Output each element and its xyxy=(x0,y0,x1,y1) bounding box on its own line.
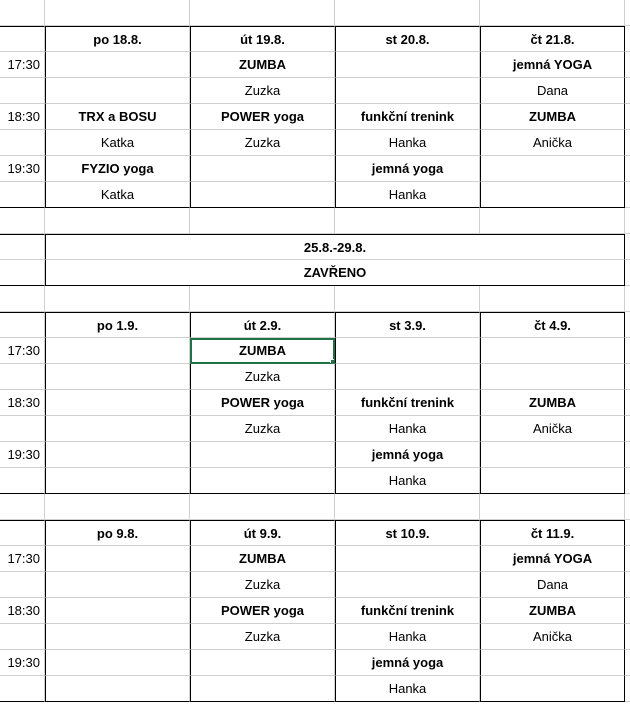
day-header-cell[interactable]: st 10.9. xyxy=(335,520,480,546)
empty-cell[interactable] xyxy=(335,494,480,520)
class-name-cell[interactable] xyxy=(45,338,190,364)
sheet-row-person xyxy=(0,416,630,442)
empty-cell[interactable] xyxy=(625,546,630,572)
instructor-cell[interactable]: Hanka xyxy=(335,130,480,156)
empty-cell[interactable] xyxy=(0,494,45,520)
row-label-cell[interactable] xyxy=(0,78,45,104)
sheet-row-person xyxy=(0,676,630,702)
empty-cell[interactable] xyxy=(190,286,335,312)
sheet-row-class xyxy=(0,52,630,78)
sheet-row-class xyxy=(0,338,630,364)
instructor-cell[interactable] xyxy=(480,364,625,390)
empty-cell[interactable] xyxy=(625,26,630,52)
empty-cell[interactable] xyxy=(625,104,630,130)
class-name-cell[interactable] xyxy=(335,546,480,572)
class-name-cell[interactable] xyxy=(45,442,190,468)
instructor-cell[interactable]: Anička xyxy=(480,416,625,442)
sheet-row-class xyxy=(0,650,630,676)
empty-cell[interactable] xyxy=(480,494,625,520)
class-name-cell[interactable]: ZUMBA xyxy=(190,52,335,78)
class-name-cell[interactable]: jemná yoga xyxy=(335,650,480,676)
row-label-cell[interactable] xyxy=(0,364,45,390)
day-header-cell[interactable]: út 2.9. xyxy=(190,312,335,338)
sheet-row-class xyxy=(0,546,630,572)
class-name-cell[interactable]: POWER yoga xyxy=(190,390,335,416)
empty-cell[interactable] xyxy=(45,208,190,234)
day-header-cell[interactable]: po 1.9. xyxy=(45,312,190,338)
fill-handle[interactable] xyxy=(330,359,335,364)
notice-cell[interactable]: 25.8.-29.8. xyxy=(45,234,625,260)
class-name-cell[interactable]: jemná YOGA xyxy=(480,52,625,78)
class-name-cell[interactable]: funkční trenink xyxy=(335,104,480,130)
sheet-row-span xyxy=(0,260,630,286)
class-name-cell[interactable] xyxy=(480,338,625,364)
day-header-cell[interactable]: po 9.8. xyxy=(45,520,190,546)
instructor-cell[interactable]: Hanka xyxy=(335,676,480,702)
notice-cell[interactable]: ZAVŘENO xyxy=(45,260,625,286)
class-name-cell[interactable] xyxy=(335,338,480,364)
empty-cell[interactable] xyxy=(625,520,630,546)
sheet-row-class xyxy=(0,598,630,624)
instructor-cell[interactable] xyxy=(45,78,190,104)
instructor-cell[interactable] xyxy=(45,572,190,598)
sheet-row-blank xyxy=(0,494,630,520)
instructor-cell[interactable]: Dana xyxy=(480,78,625,104)
sheet-row-header xyxy=(0,26,630,52)
sheet-row-header xyxy=(0,312,630,338)
sheet-row-person xyxy=(0,624,630,650)
sheet-row-blank xyxy=(0,286,630,312)
empty-cell[interactable] xyxy=(45,494,190,520)
empty-cell[interactable] xyxy=(625,78,630,104)
instructor-cell[interactable] xyxy=(190,676,335,702)
instructor-cell[interactable]: Zuzka xyxy=(190,572,335,598)
selected-cell[interactable]: ZUMBA xyxy=(190,338,335,364)
instructor-cell[interactable]: Zuzka xyxy=(190,416,335,442)
empty-cell[interactable] xyxy=(625,338,630,364)
empty-cell[interactable] xyxy=(625,182,630,208)
instructor-cell[interactable]: Zuzka xyxy=(190,364,335,390)
empty-cell[interactable] xyxy=(190,494,335,520)
instructor-cell[interactable]: Katka xyxy=(45,130,190,156)
day-header-cell[interactable]: čt 4.9. xyxy=(480,312,625,338)
time-cell[interactable]: 18:30 xyxy=(0,104,45,130)
class-name-cell[interactable]: FYZIO yoga xyxy=(45,156,190,182)
instructor-cell[interactable]: Zuzka xyxy=(190,624,335,650)
row-label-cell[interactable] xyxy=(0,416,45,442)
time-cell[interactable]: 17:30 xyxy=(0,52,45,78)
empty-cell[interactable] xyxy=(480,286,625,312)
empty-cell[interactable] xyxy=(625,364,630,390)
class-name-cell[interactable] xyxy=(480,156,625,182)
row-label-cell[interactable] xyxy=(0,312,45,338)
empty-cell[interactable] xyxy=(335,208,480,234)
class-name-cell[interactable]: POWER yoga xyxy=(190,104,335,130)
empty-cell[interactable] xyxy=(625,676,630,702)
instructor-cell[interactable] xyxy=(190,182,335,208)
empty-cell[interactable] xyxy=(625,156,630,182)
instructor-cell[interactable] xyxy=(335,572,480,598)
day-header-cell[interactable]: st 20.8. xyxy=(335,26,480,52)
day-header-cell[interactable]: st 3.9. xyxy=(335,312,480,338)
time-cell[interactable]: 19:30 xyxy=(0,156,45,182)
class-name-cell[interactable] xyxy=(45,546,190,572)
class-name-cell[interactable] xyxy=(45,598,190,624)
sheet-row-blank xyxy=(0,0,630,26)
empty-cell[interactable] xyxy=(625,442,630,468)
class-name-cell[interactable]: funkční trenink xyxy=(335,598,480,624)
sheet-row-blank xyxy=(0,208,630,234)
day-header-cell[interactable]: út 19.8. xyxy=(190,26,335,52)
time-cell[interactable]: 17:30 xyxy=(0,338,45,364)
instructor-cell[interactable]: Hanka xyxy=(335,416,480,442)
class-name-cell[interactable]: funkční trenink xyxy=(335,390,480,416)
row-label-cell[interactable] xyxy=(0,26,45,52)
instructor-cell[interactable] xyxy=(45,468,190,494)
sheet-row-class xyxy=(0,442,630,468)
instructor-cell[interactable]: Anička xyxy=(480,130,625,156)
empty-cell[interactable] xyxy=(625,468,630,494)
class-name-cell[interactable]: ZUMBA xyxy=(480,390,625,416)
empty-cell[interactable] xyxy=(625,416,630,442)
class-name-cell[interactable] xyxy=(480,650,625,676)
instructor-cell[interactable] xyxy=(480,182,625,208)
class-name-cell[interactable]: ZUMBA xyxy=(480,104,625,130)
instructor-cell[interactable]: Hanka xyxy=(335,624,480,650)
sheet-row-span xyxy=(0,234,630,260)
empty-cell[interactable] xyxy=(335,286,480,312)
empty-cell[interactable] xyxy=(335,0,480,26)
empty-cell[interactable] xyxy=(190,0,335,26)
row-label-cell[interactable] xyxy=(0,624,45,650)
time-cell[interactable]: 19:30 xyxy=(0,650,45,676)
class-name-cell[interactable] xyxy=(335,52,480,78)
class-name-cell[interactable]: jemná YOGA xyxy=(480,546,625,572)
day-header-cell[interactable]: út 9.9. xyxy=(190,520,335,546)
instructor-cell[interactable] xyxy=(335,78,480,104)
row-label-cell[interactable] xyxy=(0,234,45,260)
empty-cell[interactable] xyxy=(625,52,630,78)
class-name-cell[interactable]: ZUMBA xyxy=(480,598,625,624)
instructor-cell[interactable]: Hanka xyxy=(335,468,480,494)
time-cell[interactable]: 18:30 xyxy=(0,390,45,416)
class-name-cell[interactable]: POWER yoga xyxy=(190,598,335,624)
empty-cell[interactable] xyxy=(0,286,45,312)
sheet-row-person xyxy=(0,182,630,208)
time-cell[interactable]: 17:30 xyxy=(0,546,45,572)
day-header-cell[interactable]: po 18.8. xyxy=(45,26,190,52)
sheet-row-person xyxy=(0,468,630,494)
class-name-cell[interactable] xyxy=(190,442,335,468)
empty-cell[interactable] xyxy=(625,260,630,286)
class-name-cell[interactable] xyxy=(45,650,190,676)
instructor-cell[interactable] xyxy=(480,676,625,702)
instructor-cell[interactable]: Zuzka xyxy=(190,130,335,156)
row-label-cell[interactable] xyxy=(0,130,45,156)
empty-cell[interactable] xyxy=(625,650,630,676)
empty-cell[interactable] xyxy=(190,208,335,234)
empty-cell[interactable] xyxy=(480,0,625,26)
empty-cell[interactable] xyxy=(625,234,630,260)
instructor-cell[interactable]: Zuzka xyxy=(190,78,335,104)
instructor-cell[interactable] xyxy=(480,468,625,494)
empty-cell[interactable] xyxy=(625,572,630,598)
class-name-cell[interactable]: TRX a BOSU xyxy=(45,104,190,130)
instructor-cell[interactable] xyxy=(45,676,190,702)
instructor-cell[interactable] xyxy=(335,364,480,390)
empty-cell[interactable] xyxy=(625,598,630,624)
row-label-cell[interactable] xyxy=(0,520,45,546)
class-name-cell[interactable]: jemná yoga xyxy=(335,156,480,182)
empty-cell[interactable] xyxy=(625,624,630,650)
empty-cell[interactable] xyxy=(45,286,190,312)
empty-cell[interactable] xyxy=(625,208,630,234)
time-cell[interactable]: 19:30 xyxy=(0,442,45,468)
instructor-cell[interactable] xyxy=(45,416,190,442)
empty-cell[interactable] xyxy=(0,208,45,234)
class-name-cell[interactable] xyxy=(45,52,190,78)
row-label-cell[interactable] xyxy=(0,676,45,702)
sheet-row-class xyxy=(0,390,630,416)
row-label-cell[interactable] xyxy=(0,468,45,494)
sheet-row-class xyxy=(0,104,630,130)
day-header-cell[interactable]: čt 11.9. xyxy=(480,520,625,546)
sheet-row-person xyxy=(0,364,630,390)
sheet-row-class xyxy=(0,156,630,182)
instructor-cell[interactable]: Hanka xyxy=(335,182,480,208)
sheet-row-person xyxy=(0,130,630,156)
day-header-cell[interactable]: čt 21.8. xyxy=(480,26,625,52)
class-name-cell[interactable] xyxy=(480,442,625,468)
instructor-cell[interactable]: Anička xyxy=(480,624,625,650)
empty-cell[interactable] xyxy=(625,286,630,312)
class-name-cell[interactable]: jemná yoga xyxy=(335,442,480,468)
row-label-cell[interactable] xyxy=(0,260,45,286)
instructor-cell[interactable] xyxy=(45,364,190,390)
row-label-cell[interactable] xyxy=(0,182,45,208)
empty-cell[interactable] xyxy=(625,312,630,338)
instructor-cell[interactable]: Katka xyxy=(45,182,190,208)
empty-cell[interactable] xyxy=(625,130,630,156)
empty-cell[interactable] xyxy=(45,0,190,26)
instructor-cell[interactable]: Dana xyxy=(480,572,625,598)
sheet-row-person xyxy=(0,78,630,104)
class-name-cell[interactable] xyxy=(190,650,335,676)
class-name-cell[interactable]: ZUMBA xyxy=(190,546,335,572)
time-cell[interactable]: 18:30 xyxy=(0,598,45,624)
sheet-row-person xyxy=(0,572,630,598)
empty-cell[interactable] xyxy=(0,0,45,26)
sheet-row-header xyxy=(0,520,630,546)
empty-cell[interactable] xyxy=(625,0,630,26)
instructor-cell[interactable] xyxy=(190,468,335,494)
empty-cell[interactable] xyxy=(625,390,630,416)
instructor-cell[interactable] xyxy=(45,624,190,650)
empty-cell[interactable] xyxy=(625,494,630,520)
empty-cell[interactable] xyxy=(480,208,625,234)
row-label-cell[interactable] xyxy=(0,572,45,598)
class-name-cell[interactable] xyxy=(45,390,190,416)
class-name-cell[interactable] xyxy=(190,156,335,182)
